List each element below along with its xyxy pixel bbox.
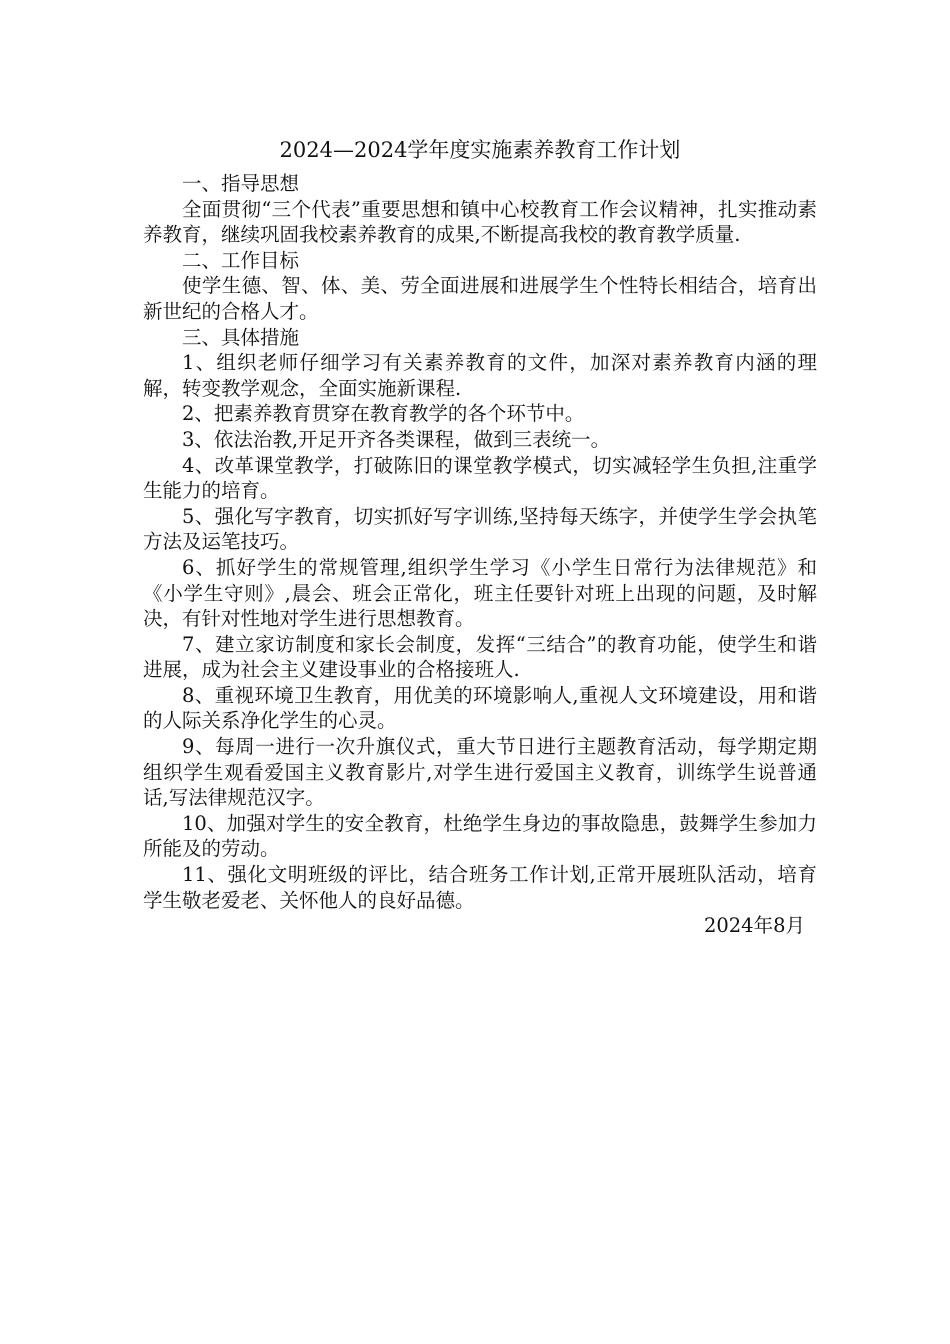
section-heading-guiding-thought: 一、指导思想 <box>182 172 300 195</box>
measure-item-6: 6、抓好学生的常规管理,组织学生学习《小学生日常行为法律规范》和《小学生守则》,晨会、班会正常化，班主任要针对班上出现的问题，及时解决，有针对性地对学生进行思想教育。 <box>143 555 817 631</box>
section-heading-measures: 三、具体措施 <box>182 325 300 349</box>
measure-item-4: 4、改革课堂教学，打破陈旧的课堂教学模式，切实减轻学生负担,注重学生能力的培育。 <box>143 453 817 503</box>
document-title: 2024—2024学年度实施素养教育工作计划 <box>279 138 681 162</box>
document-page <box>143 133 817 939</box>
paragraph-work-goals: 使学生德、智、体、美、劳全面进展和进展学生个性特长相结合，培育出新世纪的合格人才。 <box>143 274 817 323</box>
measure-item-7: 7、建立家访制度和家长会制度，发挥“三结合”的教育功能，使学生和谐进展，成为社会主义建设事业的合格接班人. <box>143 632 817 682</box>
measure-item-9: 9、每周一进行一次升旗仪式，重大节日进行主题教育活动，每学期定期组织学生观看爱国主义教育影片,对学生进行爱国主义教育，训练学生说普通话,写法律规范汉字。 <box>143 735 817 810</box>
measure-item-1: 1、组织老师仔细学习有关素养教育的文件，加深对素养教育内涵的理解，转变教学观念，全面实施新课程. <box>143 351 817 400</box>
measure-item-5: 5、强化写字教育，切实抓好写字训练,坚持每天练字，并使学生学会执笔方法及运笔技巧。 <box>143 504 817 554</box>
measure-item-11: 11、强化文明班级的评比，结合班务工作计划,正常开展班队活动，培育学生敬老爱老、关怀他人的良好品德。 <box>143 863 817 912</box>
measure-item-3: 3、依法治教,开足开齐各类课程，做到三表统一。 <box>182 427 611 451</box>
section-heading-work-goals: 二、工作目标 <box>182 248 300 272</box>
measure-item-8: 8、重视环境卫生教育，用优美的环境影响人,重视人文环境建设，用和谐的人际关系净化学生的心灵。 <box>143 683 817 733</box>
measure-item-10: 10、加强对学生的安全教育，杜绝学生身边的事故隐患，鼓舞学生参加力所能及的劳动。 <box>143 811 817 861</box>
paragraph-guiding-thought: 全面贯彻“三个代表”重要思想和镇中心校教育工作会议精神，扎实推动素养教育，继续巩固我校素养教育的成果,不断提高我校的教育教学质量. <box>143 197 817 247</box>
measure-item-2: 2、把素养教育贯穿在教育教学的各个环节中。 <box>182 402 585 426</box>
document-date: 2024年8月 <box>703 914 805 938</box>
